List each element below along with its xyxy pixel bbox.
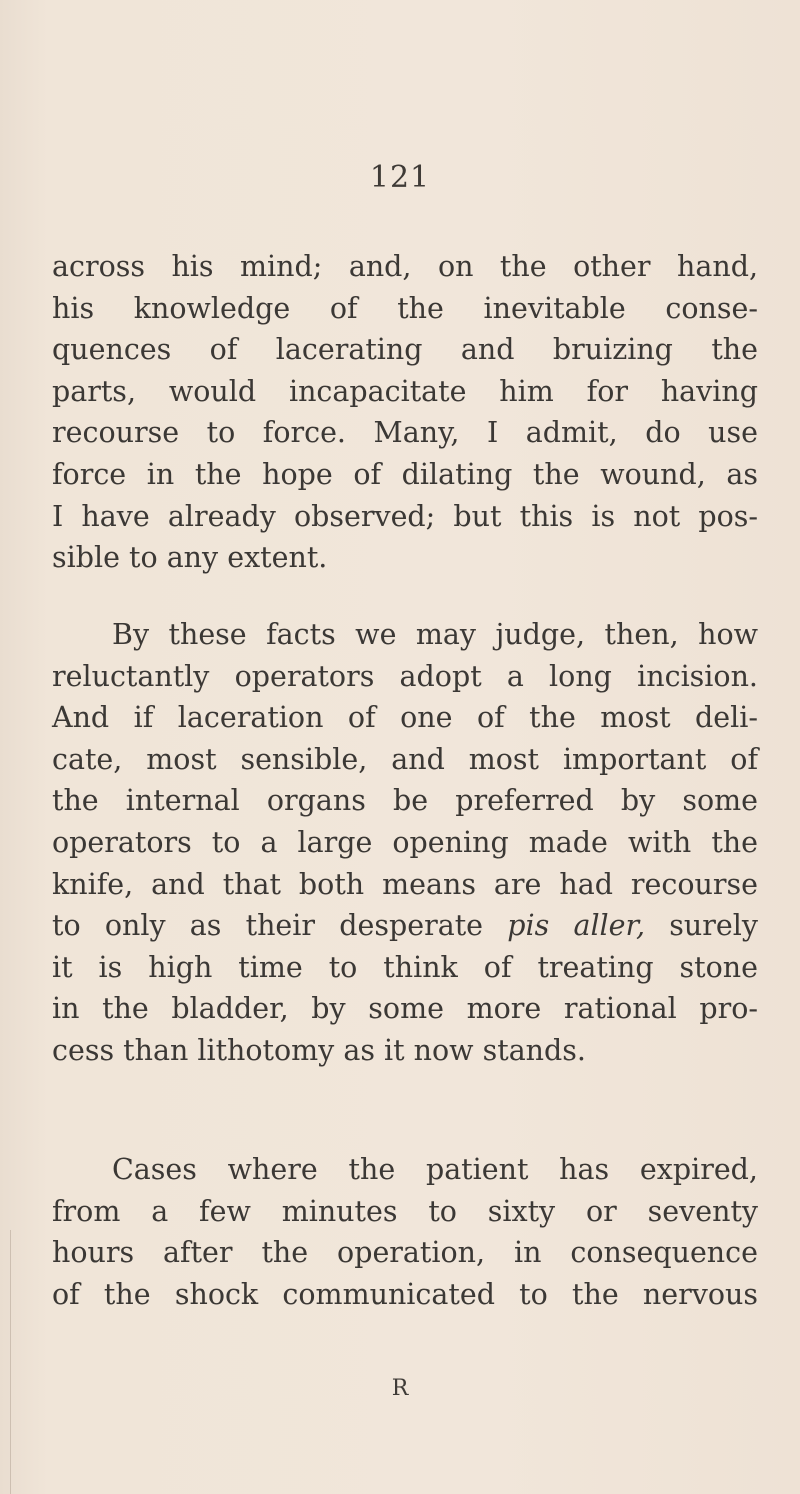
text-line: quences of lacerating and bruizing the <box>52 333 758 367</box>
text-segment: to only as their desperate <box>52 909 508 943</box>
text-line: By these facts we may judge, then, how <box>112 618 758 651</box>
text-line: of the shock communicated to the nervous <box>52 1277 758 1311</box>
page-edge-shadow <box>10 1230 11 1494</box>
text-line: parts, would incapacitate him for having <box>52 374 758 408</box>
text-line-mixed <box>52 905 758 947</box>
text-line: sible to any extent. <box>52 541 328 575</box>
text-line: knife, and that both means are had recourse <box>52 867 758 901</box>
text-segment: surely <box>645 909 758 943</box>
text-line: I have already observed; but this is not pos- <box>52 499 758 533</box>
text-line: hours after the operation, in consequence <box>52 1236 758 1270</box>
text-line: operators to a large opening made with the <box>52 825 758 859</box>
paragraph-2 <box>52 614 758 1072</box>
italic-phrase: pis aller, <box>507 909 646 943</box>
text-line: cate, most sensible, and most important of <box>52 742 758 776</box>
text-line: recourse to force. Many, I admit, do use <box>52 416 758 450</box>
text-line: And if laceration of one of the most deli- <box>52 701 758 735</box>
paragraph-1 <box>52 246 758 579</box>
text-line: across his mind; and, on the other hand, <box>52 250 758 283</box>
text-line: force in the hope of dilating the wound, as <box>52 457 758 491</box>
signature-mark: R <box>391 1376 409 1401</box>
text-line: the internal organs be preferred by some <box>52 784 758 818</box>
text-line: reluctantly operators adopt a long incision. <box>52 659 758 693</box>
page-number: 121 <box>369 160 431 195</box>
paragraph-3 <box>52 1149 758 1315</box>
text-line: cess than lithotomy as it now stands. <box>52 1033 586 1067</box>
text-line: in the bladder, by some more rational pro- <box>52 992 758 1026</box>
text-line: from a few minutes to sixty or seventy <box>52 1194 758 1228</box>
text-line: Cases where the patient has expired, <box>112 1153 758 1186</box>
text-line: his knowledge of the inevitable conse- <box>52 291 758 325</box>
text-line: it is high time to think of treating stone <box>52 950 758 984</box>
